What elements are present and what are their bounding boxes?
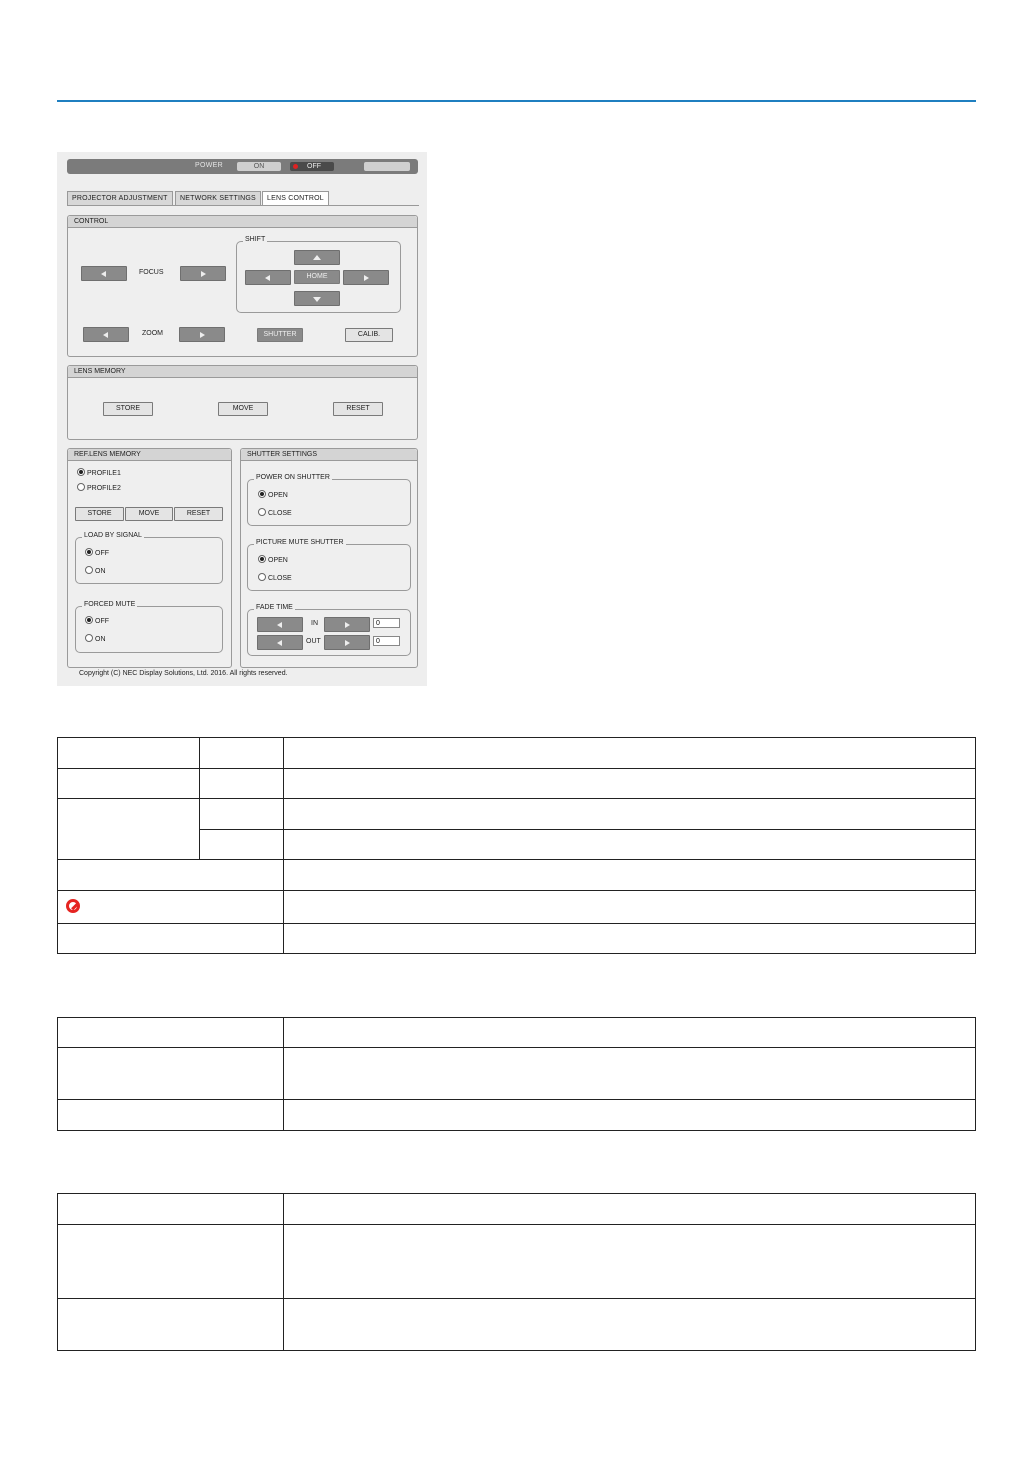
arrow-right-icon — [201, 271, 206, 277]
radio-empty-icon — [77, 483, 85, 491]
arrow-left-icon — [265, 275, 270, 281]
profile2-label: PROFILE2 — [87, 485, 121, 492]
picture-mute-shutter-open-radio[interactable] — [258, 555, 288, 565]
load-by-signal-on-radio[interactable] — [85, 566, 106, 576]
power-on-shutter-group — [247, 474, 411, 526]
forced-mute-on-radio[interactable] — [85, 634, 106, 644]
shift-group — [236, 236, 401, 313]
header-rule — [57, 100, 976, 102]
shutter-button[interactable]: SHUTTER — [257, 328, 303, 342]
fade-in-input[interactable]: 0 — [373, 618, 400, 628]
load-by-signal-on-label: ON — [95, 568, 106, 575]
focus-right-button[interactable] — [180, 266, 226, 281]
table-rule — [199, 829, 976, 830]
tab-network-settings[interactable]: NETWORK SETTINGS — [175, 191, 261, 205]
arrow-right-icon — [200, 332, 205, 338]
control-group — [67, 215, 418, 357]
table-rule — [57, 859, 976, 860]
picture-mute-shutter-open-label: OPEN — [268, 557, 288, 564]
lens-memory-reset-button[interactable]: RESET — [333, 402, 383, 416]
arrow-up-icon — [313, 255, 321, 260]
fade-time-group — [247, 604, 411, 656]
arrow-left-icon — [103, 332, 108, 338]
table-lens-memory — [57, 1017, 976, 1132]
tab-divider — [67, 205, 419, 206]
shutter-settings-title: SHUTTER SETTINGS — [241, 449, 417, 461]
shift-right-button[interactable] — [343, 270, 389, 285]
ref-lens-memory-title: REF.LENS MEMORY — [68, 449, 231, 461]
table-rule — [57, 798, 976, 799]
arrow-left-icon — [101, 271, 106, 277]
table-border — [975, 737, 976, 954]
radio-empty-icon — [258, 508, 266, 516]
table-control — [57, 737, 976, 955]
table-rule — [57, 1350, 976, 1351]
fade-out-input[interactable]: 0 — [373, 636, 400, 646]
focus-label: FOCUS — [139, 269, 164, 276]
control-title: CONTROL — [68, 216, 417, 228]
radio-empty-icon — [258, 573, 266, 581]
forced-mute-on-label: ON — [95, 636, 106, 643]
fade-out-label: OUT — [306, 638, 321, 645]
table-rule — [57, 1047, 976, 1048]
fade-in-right-button[interactable] — [324, 617, 370, 632]
load-by-signal-group — [75, 532, 223, 584]
fade-in-left-button[interactable] — [257, 617, 303, 632]
shift-up-button[interactable] — [294, 250, 340, 265]
radio-selected-icon — [85, 616, 93, 624]
table-rule — [57, 1224, 976, 1225]
tab-projector-adjustment[interactable]: PROJECTOR ADJUSTMENT — [67, 191, 173, 205]
prohibited-icon — [66, 899, 80, 913]
ref-reset-button[interactable]: RESET — [174, 507, 223, 521]
power-off-button[interactable]: OFF — [290, 162, 334, 171]
radio-selected-icon — [258, 555, 266, 563]
picture-mute-shutter-group — [247, 539, 411, 591]
ref-store-button[interactable]: STORE — [75, 507, 124, 521]
shift-down-button[interactable] — [294, 291, 340, 306]
lens-control-screenshot — [57, 152, 427, 686]
radio-empty-icon — [85, 566, 93, 574]
arrow-down-icon — [313, 297, 321, 302]
arrow-right-icon — [364, 275, 369, 281]
table-column-rule — [283, 1017, 284, 1131]
focus-left-button[interactable] — [81, 266, 127, 281]
profile1-label: PROFILE1 — [87, 470, 121, 477]
table-rule — [57, 768, 976, 769]
table-rule — [57, 737, 976, 738]
table-border — [57, 1193, 58, 1351]
picture-mute-shutter-close-label: CLOSE — [268, 575, 292, 582]
table-rule — [57, 1130, 976, 1131]
arrow-right-icon — [345, 640, 350, 646]
table-border — [57, 737, 58, 954]
table-rule — [57, 1099, 976, 1100]
power-on-shutter-open-label: OPEN — [268, 492, 288, 499]
lens-memory-move-button[interactable]: MOVE — [218, 402, 268, 416]
zoom-right-button[interactable] — [179, 327, 225, 342]
forced-mute-off-radio[interactable] — [85, 616, 109, 626]
table-rule — [57, 923, 976, 924]
fade-in-label: IN — [311, 620, 318, 627]
radio-empty-icon — [85, 634, 93, 642]
table-column-rule — [283, 737, 284, 954]
fade-out-left-button[interactable] — [257, 635, 303, 650]
radio-selected-icon — [85, 548, 93, 556]
arrow-right-icon — [345, 622, 350, 628]
table-column-rule — [283, 1193, 284, 1351]
table-border — [975, 1017, 976, 1131]
arrow-left-icon — [277, 622, 282, 628]
copyright-text: Copyright (C) NEC Display Solutions, Ltd. 2016. All rights reserved. — [79, 670, 288, 677]
lens-memory-store-button[interactable]: STORE — [103, 402, 153, 416]
ref-move-button[interactable]: MOVE — [125, 507, 173, 521]
fade-out-right-button[interactable] — [324, 635, 370, 650]
fade-time-label: FADE TIME — [256, 604, 293, 611]
table-rule — [57, 1017, 976, 1018]
shift-label: SHIFT — [245, 236, 266, 243]
zoom-label: ZOOM — [142, 330, 163, 337]
power-on-shutter-close-radio[interactable] — [258, 508, 292, 518]
table-ref-lens-memory — [57, 1193, 976, 1352]
lens-memory-title: LENS MEMORY — [68, 366, 417, 378]
load-by-signal-off-label: OFF — [95, 550, 109, 557]
picture-mute-shutter-close-radio[interactable] — [258, 573, 292, 583]
forced-mute-off-label: OFF — [95, 618, 109, 625]
zoom-left-button[interactable] — [83, 327, 129, 342]
power-on-shutter-close-label: CLOSE — [268, 510, 292, 517]
load-by-signal-label: LOAD BY SIGNAL — [84, 532, 142, 539]
power-on-shutter-open-radio[interactable] — [258, 490, 288, 500]
power-on-shutter-label: POWER ON SHUTTER — [256, 474, 330, 481]
shutter-settings-group — [240, 448, 418, 668]
table-rule — [57, 1298, 976, 1299]
forced-mute-group — [75, 601, 223, 653]
table-rule — [57, 890, 976, 891]
logoff-button[interactable]: LOGOFF — [364, 162, 410, 171]
shift-left-button[interactable] — [245, 270, 291, 285]
profile1-radio[interactable] — [77, 468, 121, 478]
ref-lens-memory-group — [67, 448, 232, 668]
home-button[interactable]: HOME — [294, 270, 340, 284]
table-border — [975, 1193, 976, 1351]
power-label: POWER — [195, 162, 223, 169]
table-rule — [57, 953, 976, 954]
power-on-button[interactable]: ON — [237, 162, 281, 171]
table-column-rule — [199, 737, 200, 859]
profile2-radio[interactable] — [77, 483, 121, 493]
tab-lens-control[interactable]: LENS CONTROL — [262, 191, 329, 205]
table-border — [57, 1017, 58, 1131]
picture-mute-shutter-label: PICTURE MUTE SHUTTER — [256, 539, 344, 546]
radio-selected-icon — [77, 468, 85, 476]
radio-selected-icon — [258, 490, 266, 498]
lens-memory-group — [67, 365, 418, 440]
load-by-signal-off-radio[interactable] — [85, 548, 109, 558]
arrow-left-icon — [277, 640, 282, 646]
power-bar — [67, 159, 418, 174]
calib-button[interactable]: CALIB. — [345, 328, 393, 342]
forced-mute-label: FORCED MUTE — [84, 601, 136, 608]
table-rule — [57, 1193, 976, 1194]
